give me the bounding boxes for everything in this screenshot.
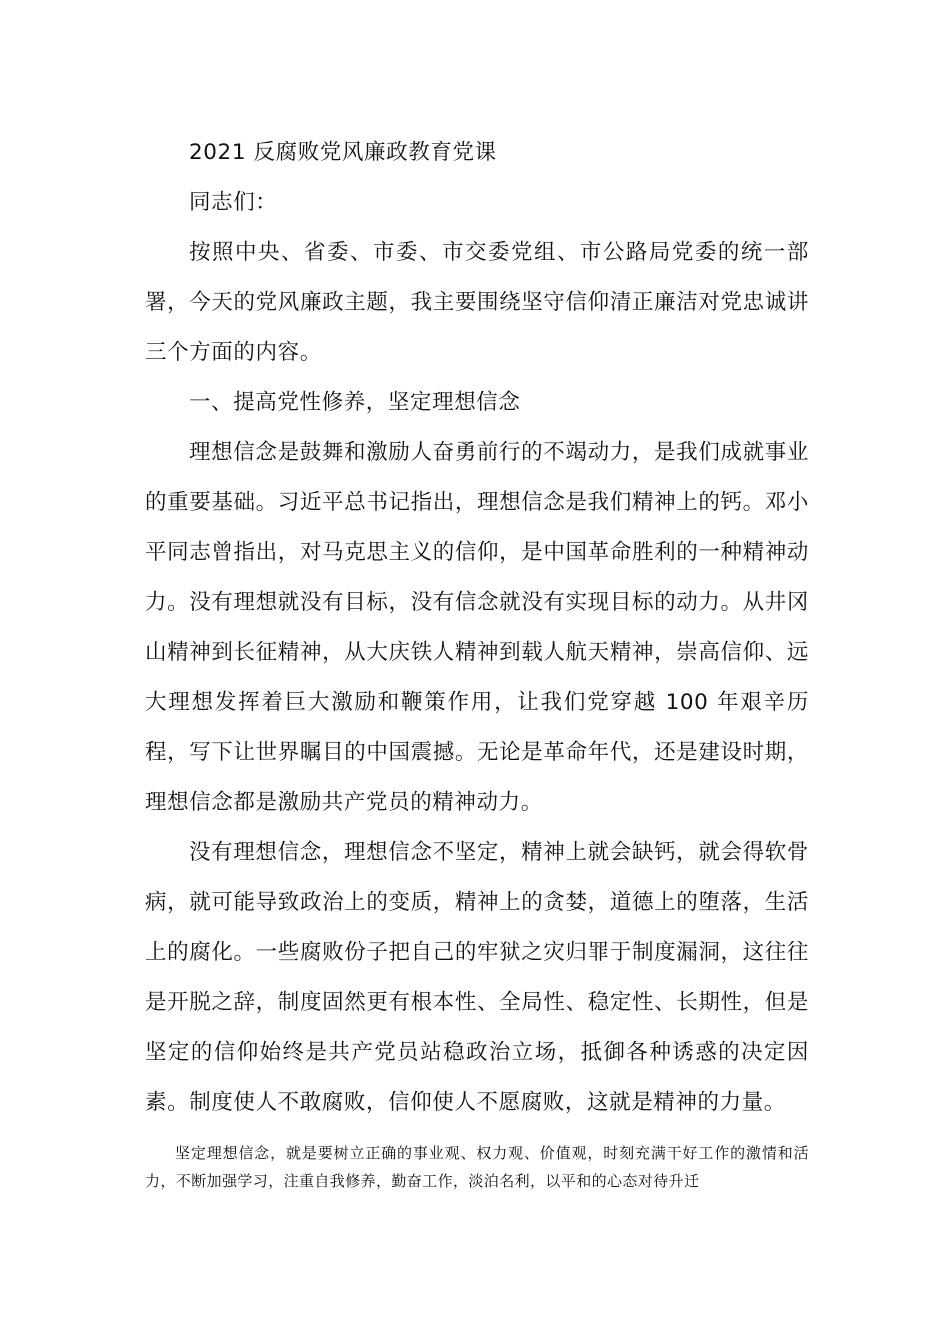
document-body xyxy=(145,128,809,1128)
document-title: 2021 反腐败党风廉政教育党课 xyxy=(189,140,497,165)
paragraph-without-ideals: 没有理想信念，理想信念不坚定，精神上就会缺钙，就会得软骨病，就可能导致政治上的变质，精神上的贪婪，道德上的堕落，生活上的腐化。一些腐败份子把自己的牢狱之灾归罪于制度漏洞，这往往是开脱之辞，制度固然更有根本性、全局性、稳定性、长期性，但是坚定的信仰始终是共产党员站稳政治立场，抵御各种诱惑的决定因素。制度使人不敢腐败，信仰使人不愿腐败，这就是精神的力量。 xyxy=(145,840,809,1115)
paragraph-ideals: 理想信念是鼓舞和激励人奋勇前行的不竭动力，是我们成就事业的重要基础。习近平总书记指出，理想信念是我们精神上的钙。邓小平同志曾指出，对马克思主义的信仰，是中国革命胜利的一种精神动力。没有理想就没有目标，没有信念就没有实现目标的动力。从井冈山精神到长征精神，从大庆铁人精神到载人航天精神，崇高信仰、远大理想发挥着巨大激励和鞭策作用，让我们党穿越 100 年艰辛历程，写下让世界瞩目的中国震撼。无论是革命年代，还是建设时期，理想信念都是激励共产党员的精神动力。 xyxy=(145,440,809,815)
salutation: 同志们： xyxy=(189,190,278,215)
paragraph-firm-belief: 坚定理想信念，就是要树立正确的事业观、权力观、价值观，时刻充满干好工作的激情和活力，不断加强学习，注重自我修养，勤奋工作，淡泊名利，以平和的心态对待升迁 xyxy=(145,1144,809,1190)
document-body-small xyxy=(145,1139,809,1195)
section-heading-1: 一、提高党性修养，坚定理想信念 xyxy=(189,390,521,415)
paragraph-intro: 按照中央、省委、市委、市交委党组、市公路局党委的统一部署，今天的党风廉政主题，我主要围绕坚守信仰清正廉洁对党忠诚讲三个方面的内容。 xyxy=(145,240,809,365)
